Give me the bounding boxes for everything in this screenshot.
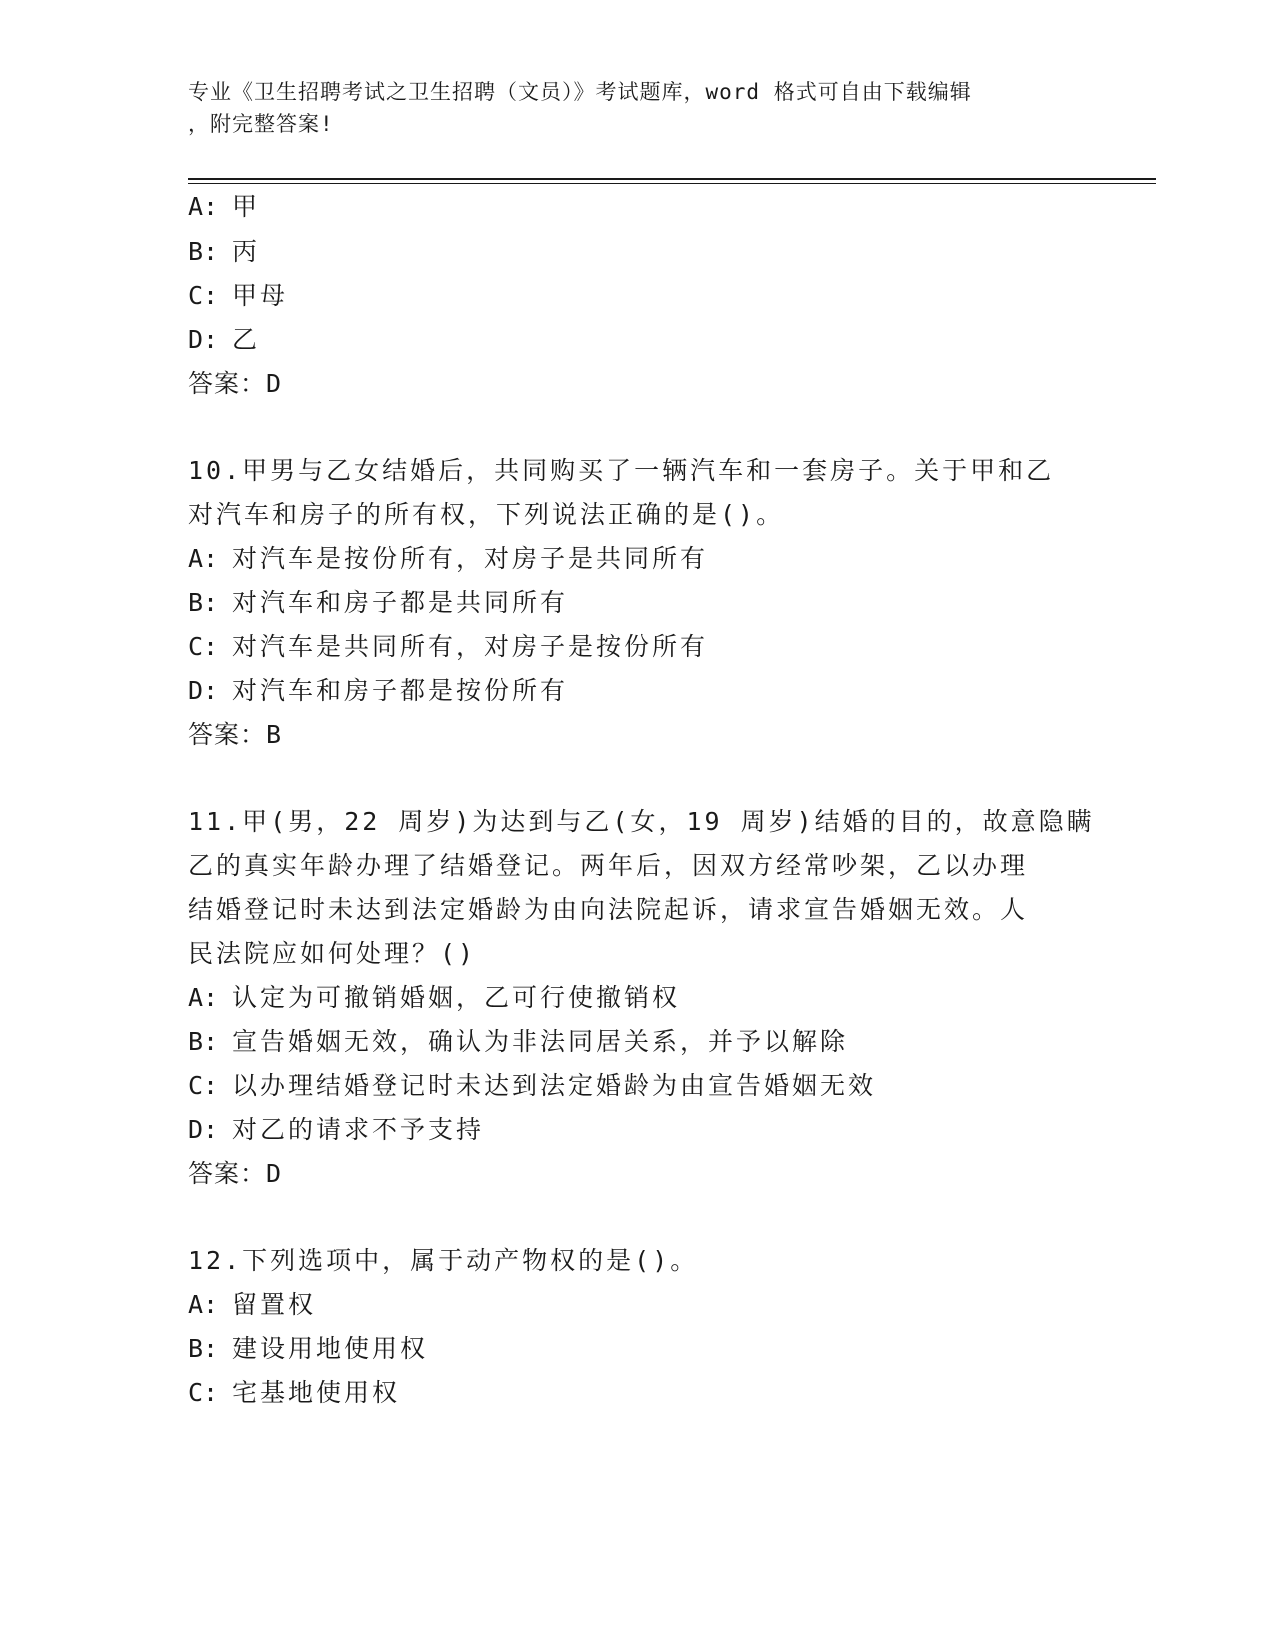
option-b: B: 宣告婚姻无效，确认为非法同居关系，并予以解除 [188,1027,849,1056]
option-c: C: 对汽车是共同所有，对房子是按份所有 [188,632,709,661]
document-header [188,76,1068,140]
question-text: 民法院应如何处理？() [188,939,477,968]
option-c: C: 宅基地使用权 [188,1378,401,1407]
option-a: A: 认定为可撤销婚姻，乙可行使撤销权 [188,983,681,1012]
option-b: B: 丙 [188,237,261,266]
option-a: A: 甲 [188,192,261,221]
question-text: 10.甲男与乙女结婚后，共同购买了一辆汽车和一套房子。关于甲和乙 [188,456,1055,485]
option-d: D: 对乙的请求不予支持 [188,1115,485,1144]
question-text: 乙的真实年龄办理了结婚登记。两年后，因双方经常吵架，乙以办理 [188,851,1029,880]
option-b: B: 建设用地使用权 [188,1334,429,1363]
question-text: 11.甲(男，22 周岁)为达到与乙(女，19 周岁)结婚的目的，故意隐瞒 [188,807,1095,836]
header-rule-thick [188,178,1156,180]
option-d: D: 乙 [188,325,261,354]
header-rule-thin [188,183,1156,184]
answer-line: 答案：D [188,369,284,398]
option-d: D: 对汽车和房子都是按份所有 [188,676,569,705]
question-text: 对汽车和房子的所有权，下列说法正确的是()。 [188,500,785,529]
option-b: B: 对汽车和房子都是共同所有 [188,588,569,617]
option-a: A: 留置权 [188,1290,317,1319]
option-c: C: 甲母 [188,281,289,310]
header-line-2: ，附完整答案! [188,112,334,136]
question-text: 结婚登记时未达到法定婚龄为由向法院起诉，请求宣告婚姻无效。人 [188,895,1029,924]
question-text: 12.下列选项中，属于动产物权的是()。 [188,1246,699,1275]
header-line-1: 专业《卫生招聘考试之卫生招聘（文员）》考试题库，word 格式可自由下载编辑 [188,80,972,104]
option-a: A: 对汽车是按份所有，对房子是共同所有 [188,544,709,573]
option-c: C: 以办理结婚登记时未达到法定婚龄为由宣告婚姻无效 [188,1071,877,1100]
answer-line: 答案：B [188,720,284,749]
answer-line: 答案：D [188,1159,284,1188]
